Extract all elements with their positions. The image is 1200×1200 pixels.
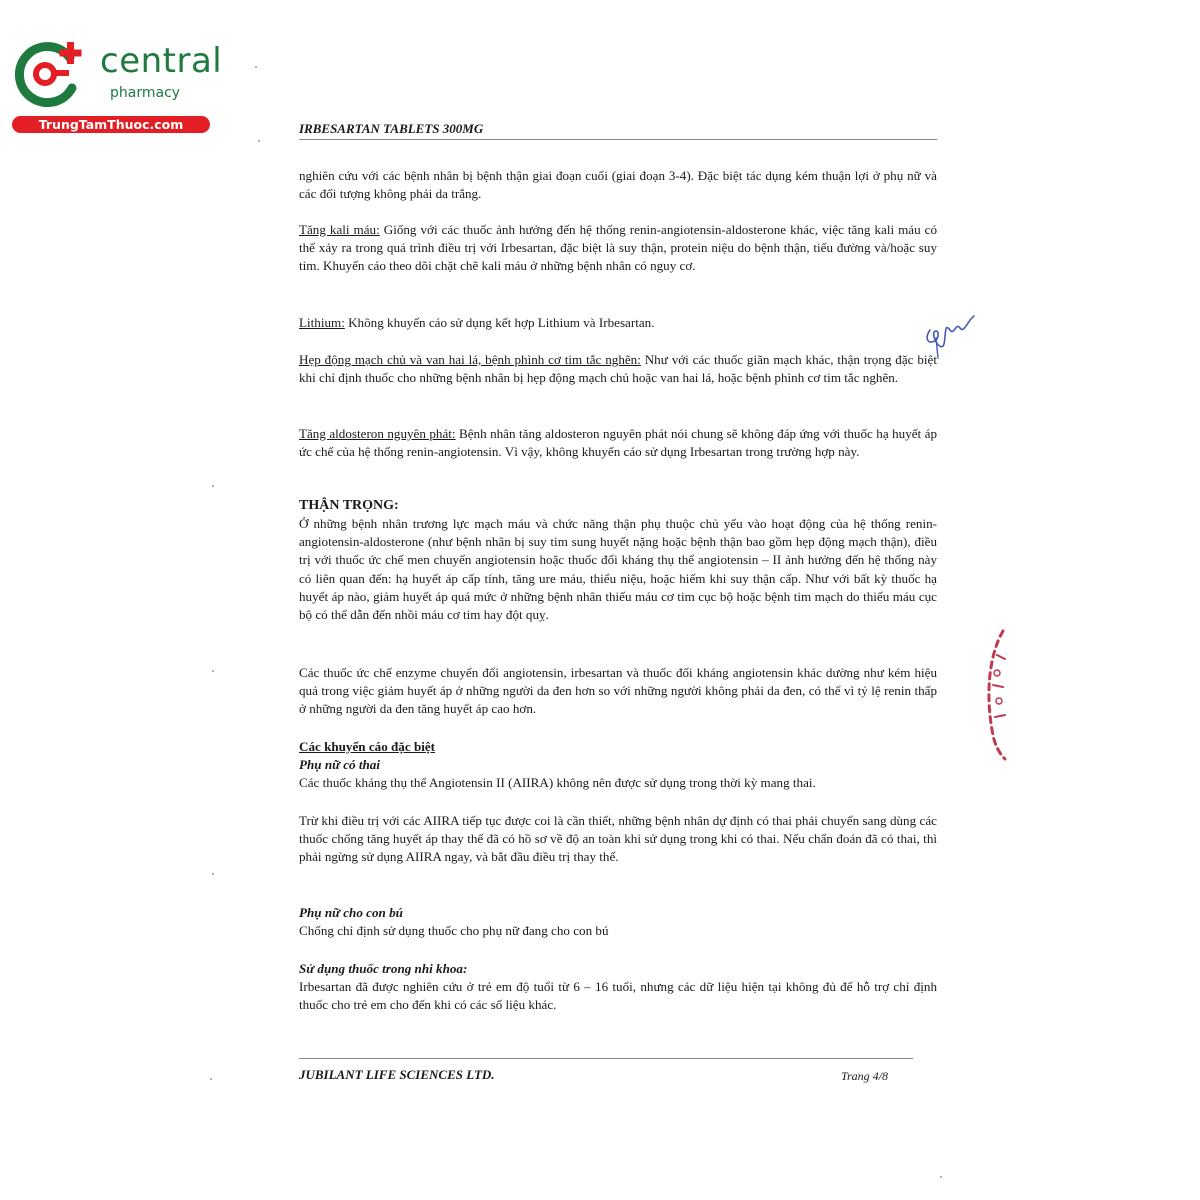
lithium-section	[299, 314, 937, 332]
pregnant-paragraph-2-block	[299, 812, 937, 867]
logo-brand: central	[100, 41, 223, 81]
caution-paragraph-1: Ở những bệnh nhân trương lực mạch máu và chức năng thận phụ thuộc chủ yếu vào hoạt động của hệ thống renin-angiotensin-aldosterone (như bệnh nhân bị suy tim sung huyết nặng hoặc bệnh thận bao gồm hẹp động mạch thận), điều trị với thuốc ức chế men chuyển angiotensin hoặc thuốc đối kháng thụ thể angiotensin – II ảnh hưởng đến hệ thống này có liên quan đến: hạ huyết áp cấp tính, tăng ure máu, thiểu niệu, hoặc hiếm khi suy thận cấp. Như với bất kỳ thuốc hạ huyết áp nào, giảm huyết áp quá mức ở những bệnh nhân thiếu máu cơ tim cục bộ hoặc bệnh tim mạch do thiếu máu cục bộ có thể dẫn đến nhồi máu cơ tim hay đột quỵ.	[299, 516, 937, 623]
pregnant-paragraph-1: Các thuốc kháng thụ thể Angiotensin II (AIIRA) không nên được sử dụng trong thời kỳ mang thai.	[299, 775, 816, 791]
caution-paragraph-2-block	[299, 664, 937, 719]
pediatric-title: Sử dụng thuốc trong nhi khoa:	[299, 961, 468, 976]
scan-speck	[212, 670, 214, 672]
scan-speck	[258, 140, 260, 142]
pharmacy-logo	[12, 36, 222, 136]
lithium-text: Không khuyến cáo sử dụng kết hợp Lithium và Irbesartan.	[344, 315, 655, 330]
scan-speck	[255, 66, 257, 68]
aldosteron-term: Tăng aldosteron nguyên phát:	[299, 426, 456, 441]
hyperkalemia-text: Giống với các thuốc ảnh hưởng đến hệ thống renin-angiotensin-aldosterone khác, việc tăng kali máu có thể xảy ra trong quá trình điều trị với Irbesartan, đặc biệt là suy thận, protein niệu do bệnh thận, tiểu đường và/hoặc suy tim. Khuyến cáo theo dõi chặt chẽ kali máu ở những bệnh nhân có nguy cơ.	[299, 222, 937, 274]
caution-heading: THẬN TRỌNG:	[299, 498, 399, 513]
nursing-title: Phụ nữ cho con bú	[299, 905, 403, 920]
scan-speck	[212, 485, 214, 487]
stamp-icon	[975, 625, 1015, 765]
aldosteron-text: Bệnh nhân tăng aldosteron nguyên phát nói chung sẽ không đáp ứng với thuốc hạ huyết áp ức chế của hệ thống renin-angiotensin. Vì vậy, không khuyến cáo sử dụng Irbesartan trong trường hợp này.	[299, 426, 938, 460]
header-divider	[299, 139, 937, 140]
signature-icon	[920, 300, 980, 360]
footer-divider	[299, 1058, 913, 1059]
logo-site-link[interactable]: TrungTamThuoc.com	[12, 116, 210, 133]
nursing-section	[299, 904, 937, 940]
special-heading: Các khuyến cáo đặc biệt	[299, 739, 436, 754]
pregnant-title: Phụ nữ có thai	[299, 757, 380, 773]
special-recommendations	[299, 738, 937, 793]
lithium-term: Lithium:	[299, 315, 345, 330]
caution-paragraph-2: Các thuốc ức chế enzyme chuyển đổi angiotensin, irbesartan và thuốc đối kháng angiotensin khác dường như kém hiệu quả trong việc giảm huyết áp ở những người da đen hơn so với những người không phải da đen, có thể vì tỷ lệ renin thấp ở những người da đen tăng huyết áp cao hơn.	[299, 665, 937, 717]
scan-speck	[212, 873, 214, 875]
caution-section	[299, 497, 937, 624]
stenosis-term: Hẹp động mạch chủ và van hai lá, bệnh phình cơ tim tắc nghẽn:	[299, 352, 641, 367]
scan-speck	[210, 1078, 212, 1080]
scan-speck	[940, 1176, 942, 1178]
nursing-text: Chống chỉ định sử dụng thuốc cho phụ nữ đang cho con bú	[299, 923, 609, 939]
logo-mark-icon	[12, 36, 96, 112]
hyperkalemia-term: Tăng kali máu:	[299, 222, 380, 237]
logo-sub: pharmacy	[110, 85, 181, 101]
pediatric-section	[299, 960, 937, 1015]
pregnant-paragraph-2: Trừ khi điều trị với các AIIRA tiếp tục được coi là cần thiết, những bệnh nhân dự định có thai phải chuyển sang dùng các thuốc chống tăng huyết áp thay thế đã có hồ sơ về độ an toàn khi sử dụng trong khi có thai. Nếu chẩn đoán đã có thai, thì phải ngừng sử dụng AIIRA ngay, và bắt đầu điều trị thay thế.	[299, 813, 937, 865]
document-header-title: IRBESARTAN TABLETS 300MG	[299, 121, 484, 136]
hyperkalemia-section	[299, 221, 937, 276]
footer-page-number: Trang 4/8	[841, 1069, 889, 1083]
stenosis-text: Như với các thuốc giãn mạch khác, thận trọng đặc biệt khi chỉ định thuốc cho những bệnh nhân bị hẹp động mạch chủ hoặc van hai lá, hoặc bệnh phình cơ tim tắc nghẽn.	[299, 352, 937, 386]
stenosis-section	[299, 351, 937, 387]
aldosteron-section	[299, 425, 937, 461]
pediatric-text: Irbesartan đã được nghiên cứu ở trẻ em độ tuổi từ 6 – 16 tuổi, nhưng các dữ liệu hiện tại không đủ để hỗ trợ chỉ định thuốc cho trẻ em cho đến khi có các số liệu khác.	[299, 979, 937, 1013]
footer-company: JUBILANT LIFE SCIENCES LTD.	[299, 1067, 495, 1082]
intro-paragraph: nghiên cứu với các bệnh nhân bị bệnh thận giai đoạn cuối (giai đoạn 3-4). Đặc biệt tác dụng kém thuận lợi ở phụ nữ và các đối tượng không phải da trắng.	[299, 168, 937, 202]
